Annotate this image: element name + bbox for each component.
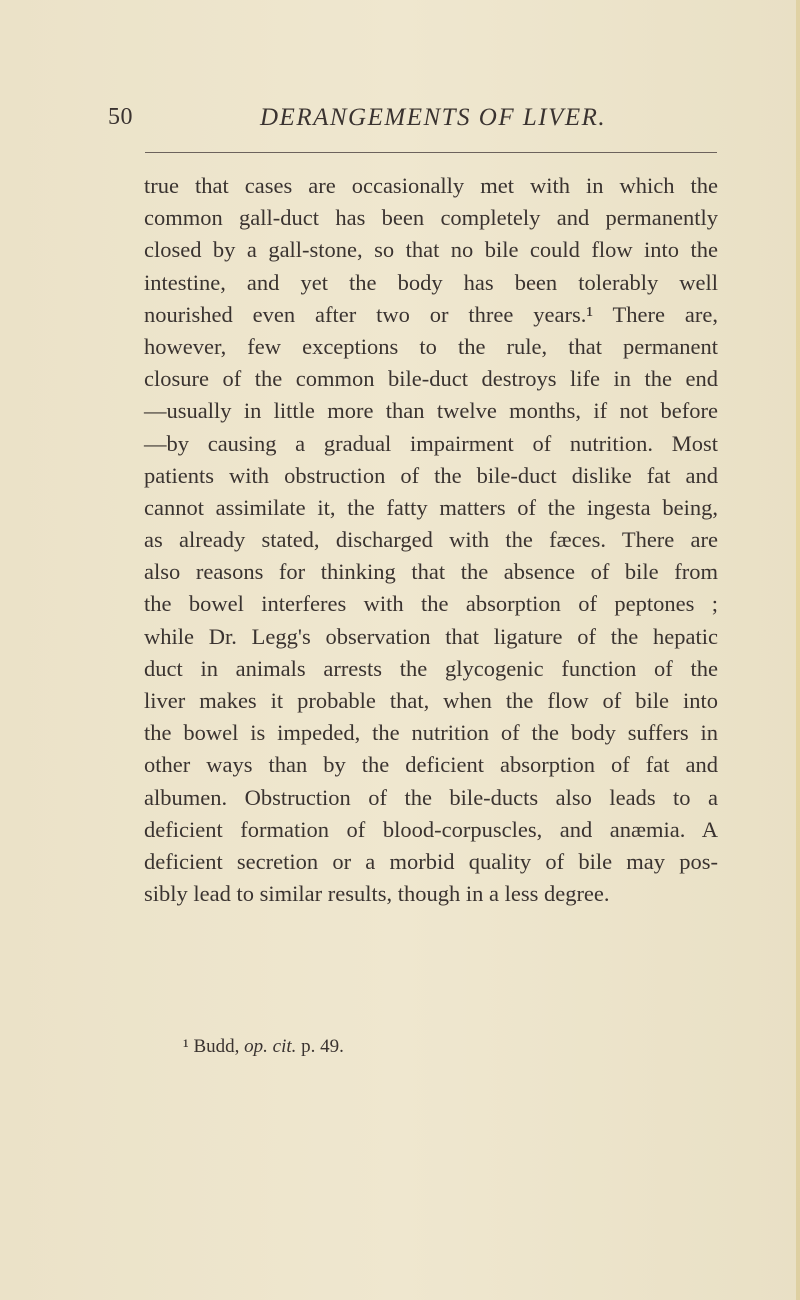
text-line: true that cases are occasionally met with in which the [144, 173, 718, 198]
text-line: the bowel is impeded, the nutrition of the body suffers in [144, 720, 718, 746]
footnote-reference: op. cit. [244, 1036, 297, 1057]
text-line: other ways than by the deficient absorption of fat and [144, 752, 718, 778]
text-line: closure of the common bile-duct destroys life in the end [144, 366, 718, 392]
footnote [183, 1036, 344, 1058]
text-line: liver makes it probable that, when the flow of bile into [144, 688, 718, 713]
text-line: deficient secretion or a morbid quality of bile may pos- [144, 848, 718, 874]
text-line: common gall-duct has been completely and permanently [144, 205, 718, 231]
text-line: the bowel interferes with the absorption of peptones ; [144, 591, 718, 617]
text-line: closed by a gall-stone, so that no bile could flow into the [144, 237, 718, 263]
text-line: cannot assimilate it, the fatty matters of the ingesta being, [144, 494, 718, 520]
page-header [108, 104, 720, 140]
text-line: nourished even after two or three years.¹ There are, [144, 301, 718, 327]
text-line: patients with obstruction of the bile-duct dislike fat and [144, 462, 718, 488]
text-line: intestine, and yet the body has been tolerably well [144, 269, 718, 295]
header-rule [145, 152, 717, 153]
running-title: DERANGEMENTS OF LIVER. [260, 104, 607, 131]
page-edge [796, 0, 800, 1300]
text-line: while Dr. Legg's observation that ligature of the hepatic [144, 623, 718, 649]
text-line: also reasons for thinking that the absence of bile from [144, 559, 718, 585]
page-number: 50 [108, 104, 133, 130]
text-line: albumen. Obstruction of the bile-ducts also leads to a [144, 784, 718, 810]
footnote-marker: ¹ [183, 1036, 189, 1057]
body-text [144, 170, 718, 910]
text-line: sibly lead to similar results, though in a less degree. [144, 881, 610, 907]
text-line: as already stated, discharged with the fæces. There are [144, 527, 718, 553]
footnote-page: p. 49. [301, 1036, 344, 1057]
footnote-author: Budd, [193, 1036, 240, 1057]
text-line: duct in animals arrests the glycogenic function of the [144, 655, 718, 681]
text-line: deficient formation of blood-corpuscles, and anæmia. A [144, 816, 718, 842]
text-line: —usually in little more than twelve months, if not before [144, 398, 718, 424]
text-line: —by causing a gradual impairment of nutrition. Most [144, 430, 718, 456]
text-line: however, few exceptions to the rule, that permanent [144, 333, 718, 359]
